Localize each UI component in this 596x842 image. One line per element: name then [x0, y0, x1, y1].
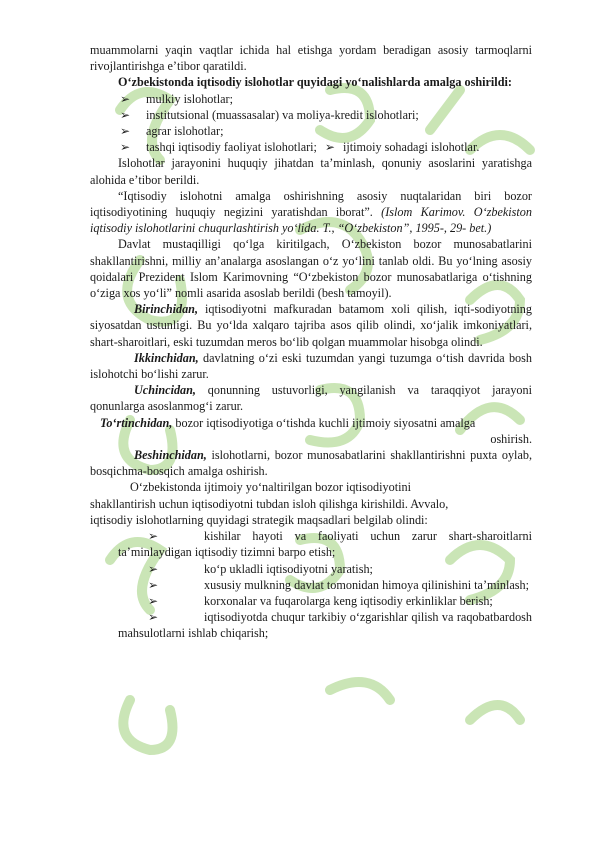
list-item: ➢ kishilar hayoti va faoliyati uchun zarur shart-sharoitlarni taʼminlaydigan iqtisodiy tizimni barpo etish;: [118, 529, 532, 560]
paragraph-strategy-line: Oʻzbekistonda ijtimoiy yoʻnaltirilgan bozor iqtisodiyotini: [130, 480, 411, 495]
paragraph-strategy-line: iqtisodiy islohotlarning quyidagi strategik maqsadlari belgilab olindi:: [90, 512, 428, 527]
list-item: ➢ institutsional (muassasalar) va moliya-kredit islohotlari;: [120, 107, 419, 122]
goals-list: [90, 528, 532, 641]
quote-source: (Islom Karimov. Oʻzbekiston iqtisodiy islohotlarini chuqurlashtirish yoʻlida. T., “Oʻzbekiston”, 1995-, 29- bet.): [90, 205, 532, 236]
arrow-bullet-icon: ➢: [148, 610, 159, 625]
principle-second: Ikkinchidan, davlatning oʻzi eski tuzumdan yangi tuzumga oʻtish davrida bosh islohotchi boʻlishi zarur.: [90, 350, 532, 382]
principle-fifth: Beshinchidan, islohotlarni, bozor munosabatlarini shakllantirishni puxta oylab, bosqichma-bosqich amalga oshirish.: [90, 448, 532, 479]
list-item: ➢ xususiy mulkning davlat tomonidan himoya qilinishini taʼminlash;: [148, 577, 529, 592]
arrow-bullet-icon: ➢: [148, 593, 159, 608]
arrow-bullet-icon: ➢: [120, 107, 131, 122]
arrow-bullet-icon: ➢: [120, 91, 131, 106]
list-item: ➢ tashqi iqtisodiy faoliyat islohotlari; ➢ ijtimoiy sohadagi islohotlar.: [120, 140, 480, 155]
document-page: [90, 42, 532, 642]
paragraph-strategy-line: shakllantirish uchun iqtisodiyotni tubdan isloh qilishga kirishildi. Avvalo,: [90, 496, 449, 511]
list-item: ➢ koʻp ukladli iqtisodiyotni yaratish;: [148, 561, 373, 576]
list-item: ➢ korxonalar va fuqarolarga keng iqtisodiy erkinliklar berish;: [148, 593, 493, 608]
list-item: ➢ mulkiy islohotlar;: [120, 91, 234, 106]
arrow-bullet-icon: ➢: [120, 140, 131, 155]
section-heading: Oʻzbekistonda iqtisodiy islohotlar quyidagi yoʻnalishlarda amalga oshirildi:: [118, 75, 512, 90]
watermark-stroke: [123, 700, 172, 750]
list-item: ➢ agrar islohotlar;: [120, 124, 224, 139]
principle-fourth-tail: oshirish.: [490, 431, 532, 446]
paragraph-intro: muammolarni yaqin vaqtlar ichida hal etishga yordam beradigan asosiy tarmoqlarni rivojlantirishga eʼtibor qaratildi.: [90, 43, 532, 74]
arrow-bullet-icon: ➢: [120, 124, 131, 139]
watermark-stroke: [470, 705, 520, 720]
arrow-bullet-icon: ➢: [148, 529, 159, 544]
arrow-bullet-icon: ➢: [148, 577, 159, 592]
principle-third: Uchincidan, qonunning ustuvorligi, yangilanish va taraqqiyot jarayoni qonunlarga asoslanmogʻi zarur.: [90, 383, 532, 414]
arrow-bullet-icon: ➢: [148, 561, 159, 576]
paragraph-independence: Davlat mustaqilligi qoʻlga kiritilgach, Oʻzbekiston bozor munosabatlarini shakllantirishni, milliy anʼanalarga asoslangan oʻz yoʻlini tanlab oldi. Bu yoʻlning asosiy qoidalari Prezident Islom Karimovning “Oʻzbekiston bozor munosabatlariga oʻtishning oʻziga xos yoʻli” nomli asarida asoslab berildi (besh tamoyil).: [90, 237, 532, 301]
reforms-list: [90, 91, 532, 156]
paragraph-quote: “Iqtisodiy islohotni amalga oshirishning asosiy nuqtalaridan biri bozor iqtisodiyotining huquqiy negizini yaratishdan iborat”. (Islom Karimov. Oʻzbekiston iqtisodiy islohotlarini chuqurlashtirish yoʻlida. T., “Oʻzbekiston”, 1995-, 29- bet.): [90, 188, 532, 236]
arrow-bullet-icon: ➢: [324, 140, 336, 155]
principle-first: Birinchidan, iqtisodiyotni mafkuradan batamom xoli qilish, iqti-sodiyotning siyosatdan ustunligi. Bu yoʻlda xalqaro tajriba asos qilib olindi, xoʻjalik imkoniyatlari, shart-sharoitlari, eski tuzumdan meros boʻlib qolgan muammolar hisobga olindi.: [90, 302, 532, 349]
watermark-stroke: [330, 682, 390, 700]
paragraph-legal: Islohotlar jarayonini huquqiy jihatdan taʼminlash, qonuniy asoslarini yaratishga alohida eʼtibor berildi.: [90, 156, 532, 187]
principle-fourth: Toʻrtinchidan, bozor iqtisodiyotiga oʻtishda kuchli ijtimoiy siyosatni amalga: [100, 415, 476, 430]
list-item: ➢ iqtisodiyotda chuqur tarkibiy oʻzgarishlar qilish va raqobatbardosh mahsulotlarni ishlab chiqarish;: [118, 610, 532, 641]
